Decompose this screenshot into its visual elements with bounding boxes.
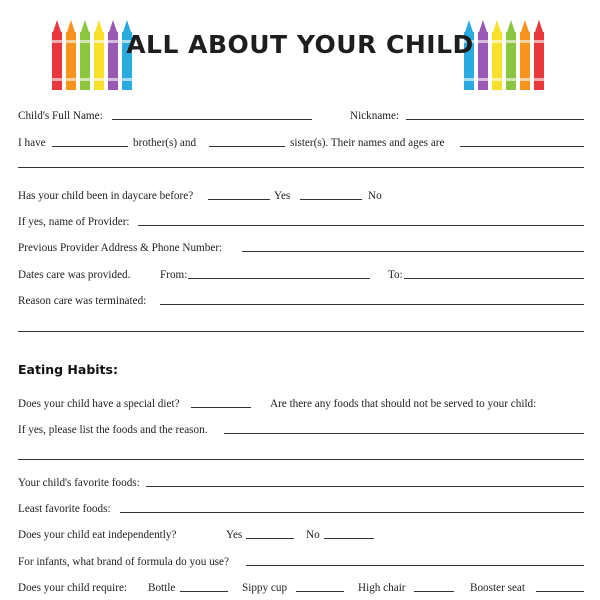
form-row-least-favorite	[18, 500, 584, 518]
formula-label: For infants, what brand of formula do you use?	[18, 556, 229, 568]
form-row-reason	[18, 292, 584, 310]
form-row-provider-address	[18, 239, 584, 257]
form-row-daycare	[18, 187, 584, 205]
sippy-cup-label: Sippy cup	[242, 582, 288, 594]
brothers-label: brother(s) and	[133, 137, 197, 149]
provider-address-field[interactable]	[242, 251, 584, 252]
from-date-field[interactable]	[188, 278, 370, 279]
nickname-label: Nickname:	[350, 110, 400, 122]
bottle-label: Bottle	[148, 582, 176, 594]
reason-continuation-field[interactable]	[18, 331, 584, 332]
special-diet-field[interactable]	[191, 407, 251, 408]
foods-not-served-label: Are there any foods that should not be served to your child:	[270, 398, 537, 410]
form-row-provider	[18, 213, 584, 231]
list-foods-continuation-field[interactable]	[18, 459, 584, 460]
high-chair-field[interactable]	[414, 591, 454, 592]
list-foods-field[interactable]	[224, 433, 584, 434]
form-row-siblings	[18, 134, 584, 152]
daycare-no-field[interactable]	[300, 199, 362, 200]
high-chair-label: High chair	[358, 582, 406, 594]
provider-name-label: If yes, name of Provider:	[18, 216, 130, 228]
form-row-formula	[18, 553, 584, 571]
to-label: To:	[388, 269, 403, 281]
favorite-foods-label: Your child's favorite foods:	[18, 477, 140, 489]
form-row-eat-independently	[18, 526, 584, 544]
daycare-no-label: No	[368, 190, 382, 202]
form-row-favorite-foods	[18, 474, 584, 492]
provider-address-label: Previous Provider Address & Phone Number:	[18, 242, 223, 254]
eat-yes-field[interactable]	[246, 538, 294, 539]
provider-name-field[interactable]	[138, 225, 584, 226]
from-label: From:	[160, 269, 188, 281]
eat-no-field[interactable]	[324, 538, 374, 539]
daycare-before-label: Has your child been in daycare before?	[18, 190, 194, 202]
daycare-yes-label: Yes	[274, 190, 291, 202]
require-label: Does your child require:	[18, 582, 128, 594]
page-title: ALL ABOUT YOUR CHILD	[126, 30, 474, 59]
eat-independently-label: Does your child eat independently?	[18, 529, 177, 541]
eating-habits-heading: Eating Habits:	[18, 362, 118, 377]
form-row-dates	[18, 266, 584, 284]
form-row-list-foods	[18, 421, 584, 439]
full-name-field[interactable]	[112, 119, 312, 120]
daycare-yes-field[interactable]	[208, 199, 270, 200]
sibling-names-field[interactable]	[460, 146, 584, 147]
favorite-foods-field[interactable]	[146, 486, 584, 487]
least-favorite-label: Least favorite foods:	[18, 503, 111, 515]
booster-seat-label: Booster seat	[470, 582, 525, 594]
special-diet-label: Does your child have a special diet?	[18, 398, 180, 410]
bottle-field[interactable]	[180, 591, 228, 592]
full-name-label: Child's Full Name:	[18, 110, 103, 122]
sippy-cup-field[interactable]	[296, 591, 344, 592]
sisters-label: sister(s). Their names and ages are	[290, 137, 445, 149]
least-favorite-field[interactable]	[120, 512, 584, 513]
sisters-count-field[interactable]	[209, 146, 285, 147]
form-row-name	[18, 107, 584, 125]
dates-care-label: Dates care was provided.	[18, 269, 131, 281]
list-foods-label: If yes, please list the foods and the reason.	[18, 424, 208, 436]
reason-terminated-label: Reason care was terminated:	[18, 295, 147, 307]
booster-seat-field[interactable]	[536, 591, 584, 592]
i-have-label: I have	[18, 137, 46, 149]
eat-yes-label: Yes	[226, 529, 243, 541]
formula-field[interactable]	[246, 565, 584, 566]
form-row-special-diet	[18, 395, 584, 413]
reason-terminated-field[interactable]	[160, 304, 584, 305]
sibling-names-continuation-field[interactable]	[18, 167, 584, 168]
form-row-require	[18, 579, 584, 597]
to-date-field[interactable]	[404, 278, 584, 279]
brothers-count-field[interactable]	[52, 146, 128, 147]
eat-no-label: No	[306, 529, 320, 541]
nickname-field[interactable]	[406, 119, 584, 120]
